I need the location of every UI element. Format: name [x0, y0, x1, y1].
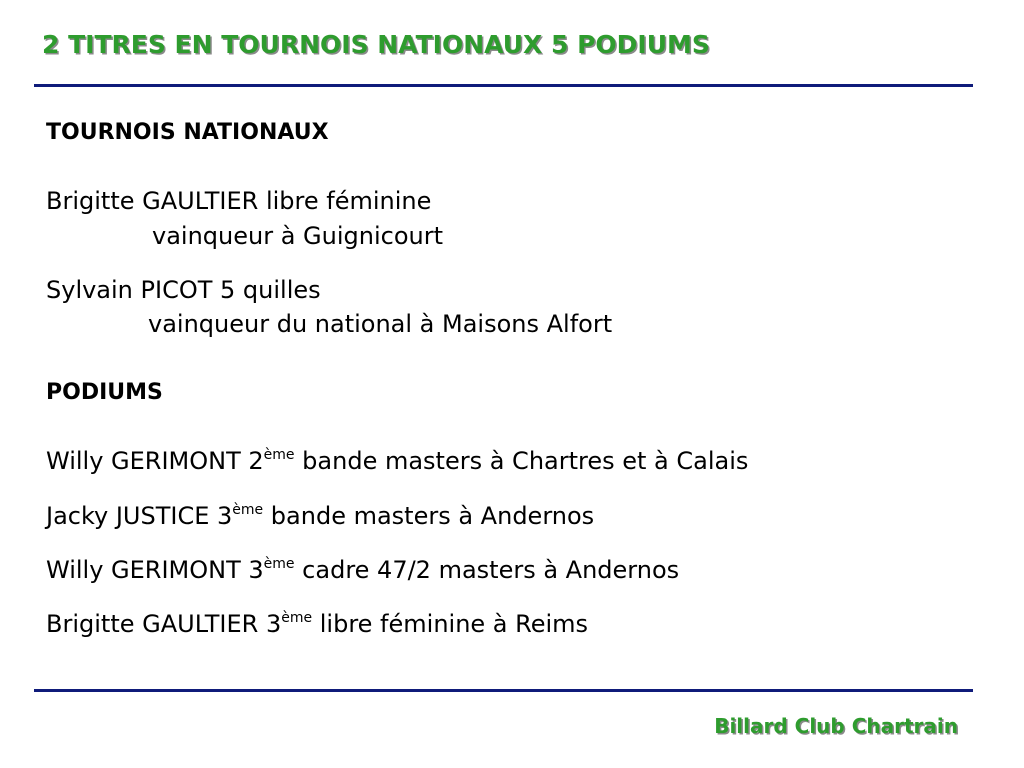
tournoi-entry-1-name: Brigitte GAULTIER libre féminine: [46, 187, 432, 215]
footer-club-name: Billard Club Chartrain: [714, 714, 958, 738]
podium-entry-1-after: bande masters à Chartres et à Calais: [294, 447, 749, 475]
section-heading-podiums: PODIUMS: [46, 380, 163, 405]
podium-entry-4-sup: ème: [281, 610, 313, 626]
podium-entry-1: [46, 447, 748, 475]
bottom-divider: [34, 689, 973, 692]
podium-entry-2-before: Jacky JUSTICE 3: [46, 502, 233, 530]
tournoi-entry-2-result: vainqueur du national à Maisons Alfort: [148, 310, 613, 338]
podium-entry-1-before: Willy GERIMONT 2: [46, 447, 264, 475]
podium-entry-3-after: cadre 47/2 masters à Andernos: [294, 556, 680, 584]
podium-entry-2: [46, 502, 594, 530]
podium-entry-3-before: Willy GERIMONT 3: [46, 556, 264, 584]
podium-entry-3: [46, 556, 679, 584]
podium-entry-4-before: Brigitte GAULTIER 3: [46, 610, 282, 638]
top-divider: [34, 84, 973, 87]
podium-entry-2-sup: ème: [232, 502, 264, 518]
podium-entry-3-sup: ème: [263, 556, 295, 572]
slide-title: 2 TITRES EN TOURNOIS NATIONAUX 5 PODIUMS: [42, 30, 710, 59]
tournoi-entry-1-result: vainqueur à Guignicourt: [152, 222, 443, 250]
tournoi-entry-2-name: Sylvain PICOT 5 quilles: [46, 276, 321, 304]
section-heading-tournois: TOURNOIS NATIONAUX: [46, 120, 329, 145]
podium-entry-2-after: bande masters à Andernos: [263, 502, 595, 530]
podium-entry-4-after: libre féminine à Reims: [312, 610, 589, 638]
podium-entry-1-sup: ème: [263, 447, 295, 463]
podium-entry-4: [46, 610, 588, 638]
